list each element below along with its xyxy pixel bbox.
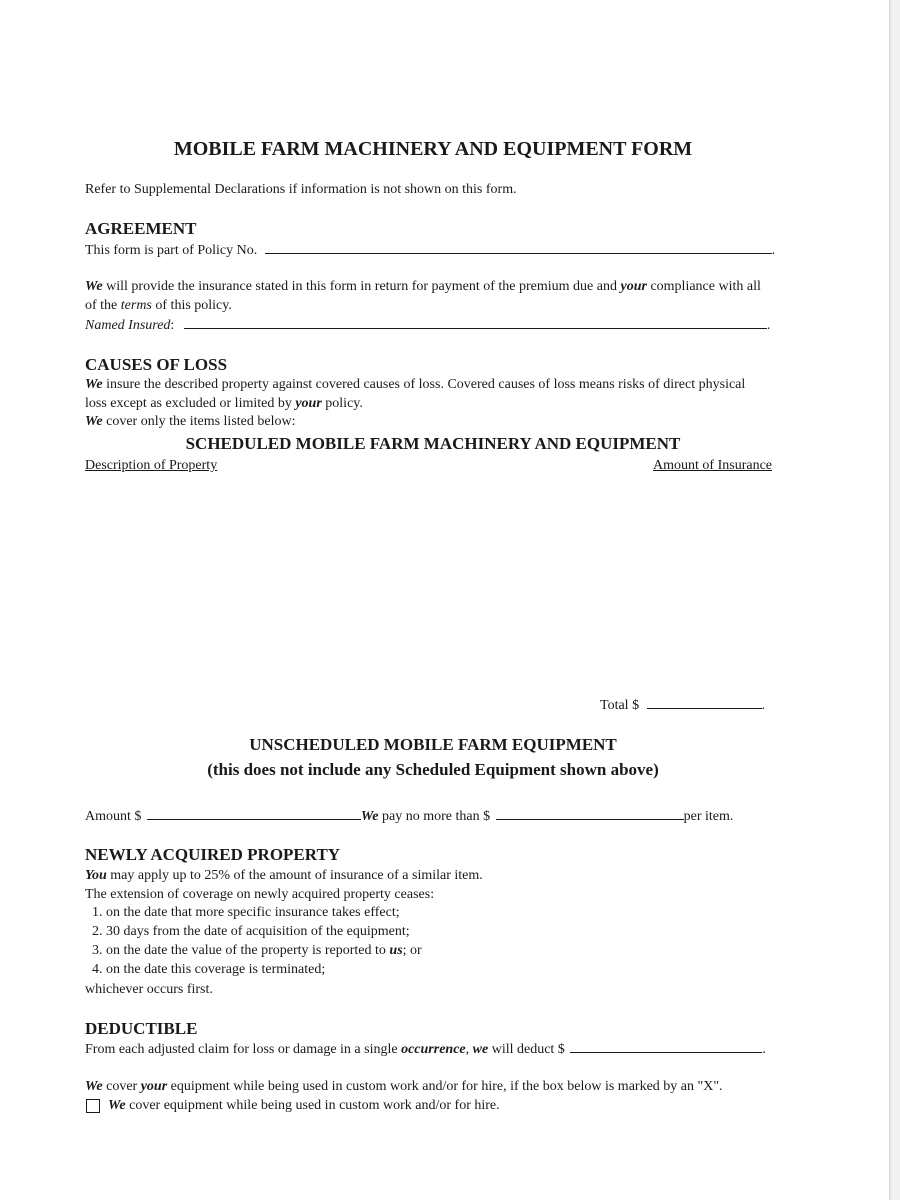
total-row: Total $ . <box>600 698 766 713</box>
description-of-property-header: Description of Property <box>85 458 218 473</box>
custom-work-checkbox-label: We cover equipment while being used in custom work and/or for hire. <box>108 1098 500 1113</box>
custom-work-checkbox[interactable] <box>86 1099 100 1113</box>
newly-list-item: 4. on the date this coverage is terminated; <box>92 962 326 977</box>
named-insured-row: Named Insured: . <box>85 318 771 333</box>
policy-number-field[interactable] <box>265 241 772 254</box>
custom-work-line: We cover your equipment while being used in custom work and/or for hire, if the box below is marked by an "X". <box>85 1079 723 1094</box>
newly-list-item: 2. 30 days from the date of acquisition of the equipment; <box>92 924 410 939</box>
newly-acquired-heading: NEWLY ACQUIRED PROPERTY <box>85 845 341 864</box>
intro-text: Refer to Supplemental Declarations if information is not shown on this form. <box>85 182 517 197</box>
unscheduled-heading: UNSCHEDULED MOBILE FARM EQUIPMENT <box>249 735 617 754</box>
causes-heading: CAUSES OF LOSS <box>85 355 228 374</box>
amount-label: Amount $ <box>85 809 142 824</box>
agreement-paragraph-line-1: We will provide the insurance stated in this form in return for payment of the premium due and your compliance with all <box>85 279 761 294</box>
causes-line-1: We insure the described property against covered causes of loss. Covered causes of loss means risks of direct physical <box>85 377 746 392</box>
named-insured-label: Named Insured <box>85 318 171 333</box>
policy-number-row: This form is part of Policy No. . <box>85 243 776 258</box>
causes-line-2: loss except as excluded or limited by your policy. <box>85 396 363 411</box>
scheduled-heading: SCHEDULED MOBILE FARM MACHINERY AND EQUIPMENT <box>185 434 681 453</box>
newly-list-item: 3. on the date the value of the property is reported to us; or <box>92 943 422 958</box>
causes-line-3: We cover only the items listed below: <box>85 414 296 429</box>
named-insured-field[interactable] <box>184 316 767 329</box>
unscheduled-amount-row: Amount $ We pay no more than $ per item. <box>85 809 734 824</box>
total-label: Total $ <box>600 698 640 713</box>
total-amount-field[interactable] <box>647 696 762 709</box>
newly-line-2: The extension of coverage on newly acquired property ceases: <box>85 887 435 902</box>
pay-no-more-than-field[interactable] <box>496 807 684 820</box>
form-title: MOBILE FARM MACHINERY AND EQUIPMENT FORM <box>173 138 693 160</box>
agreement-paragraph-line-2: of the terms of this policy. <box>85 298 232 313</box>
amount-of-insurance-header: Amount of Insurance <box>653 458 772 473</box>
newly-closing: whichever occurs first. <box>85 982 213 997</box>
agreement-heading: AGREEMENT <box>85 219 197 238</box>
unscheduled-amount-field[interactable] <box>147 807 361 820</box>
newly-line-1: You may apply up to 25% of the amount of insurance of a similar item. <box>85 868 483 883</box>
deductible-heading: DEDUCTIBLE <box>85 1019 198 1038</box>
deductible-amount-field[interactable] <box>570 1040 762 1053</box>
policy-number-label: This form is part of Policy No. <box>85 243 258 258</box>
newly-list-item: 1. on the date that more specific insurance takes effect; <box>92 905 400 920</box>
deductible-row: From each adjusted claim for loss or damage in a single occurrence, we will deduct $ . <box>85 1042 766 1057</box>
unscheduled-subheading: (this does not include any Scheduled Equipment shown above) <box>207 760 659 779</box>
